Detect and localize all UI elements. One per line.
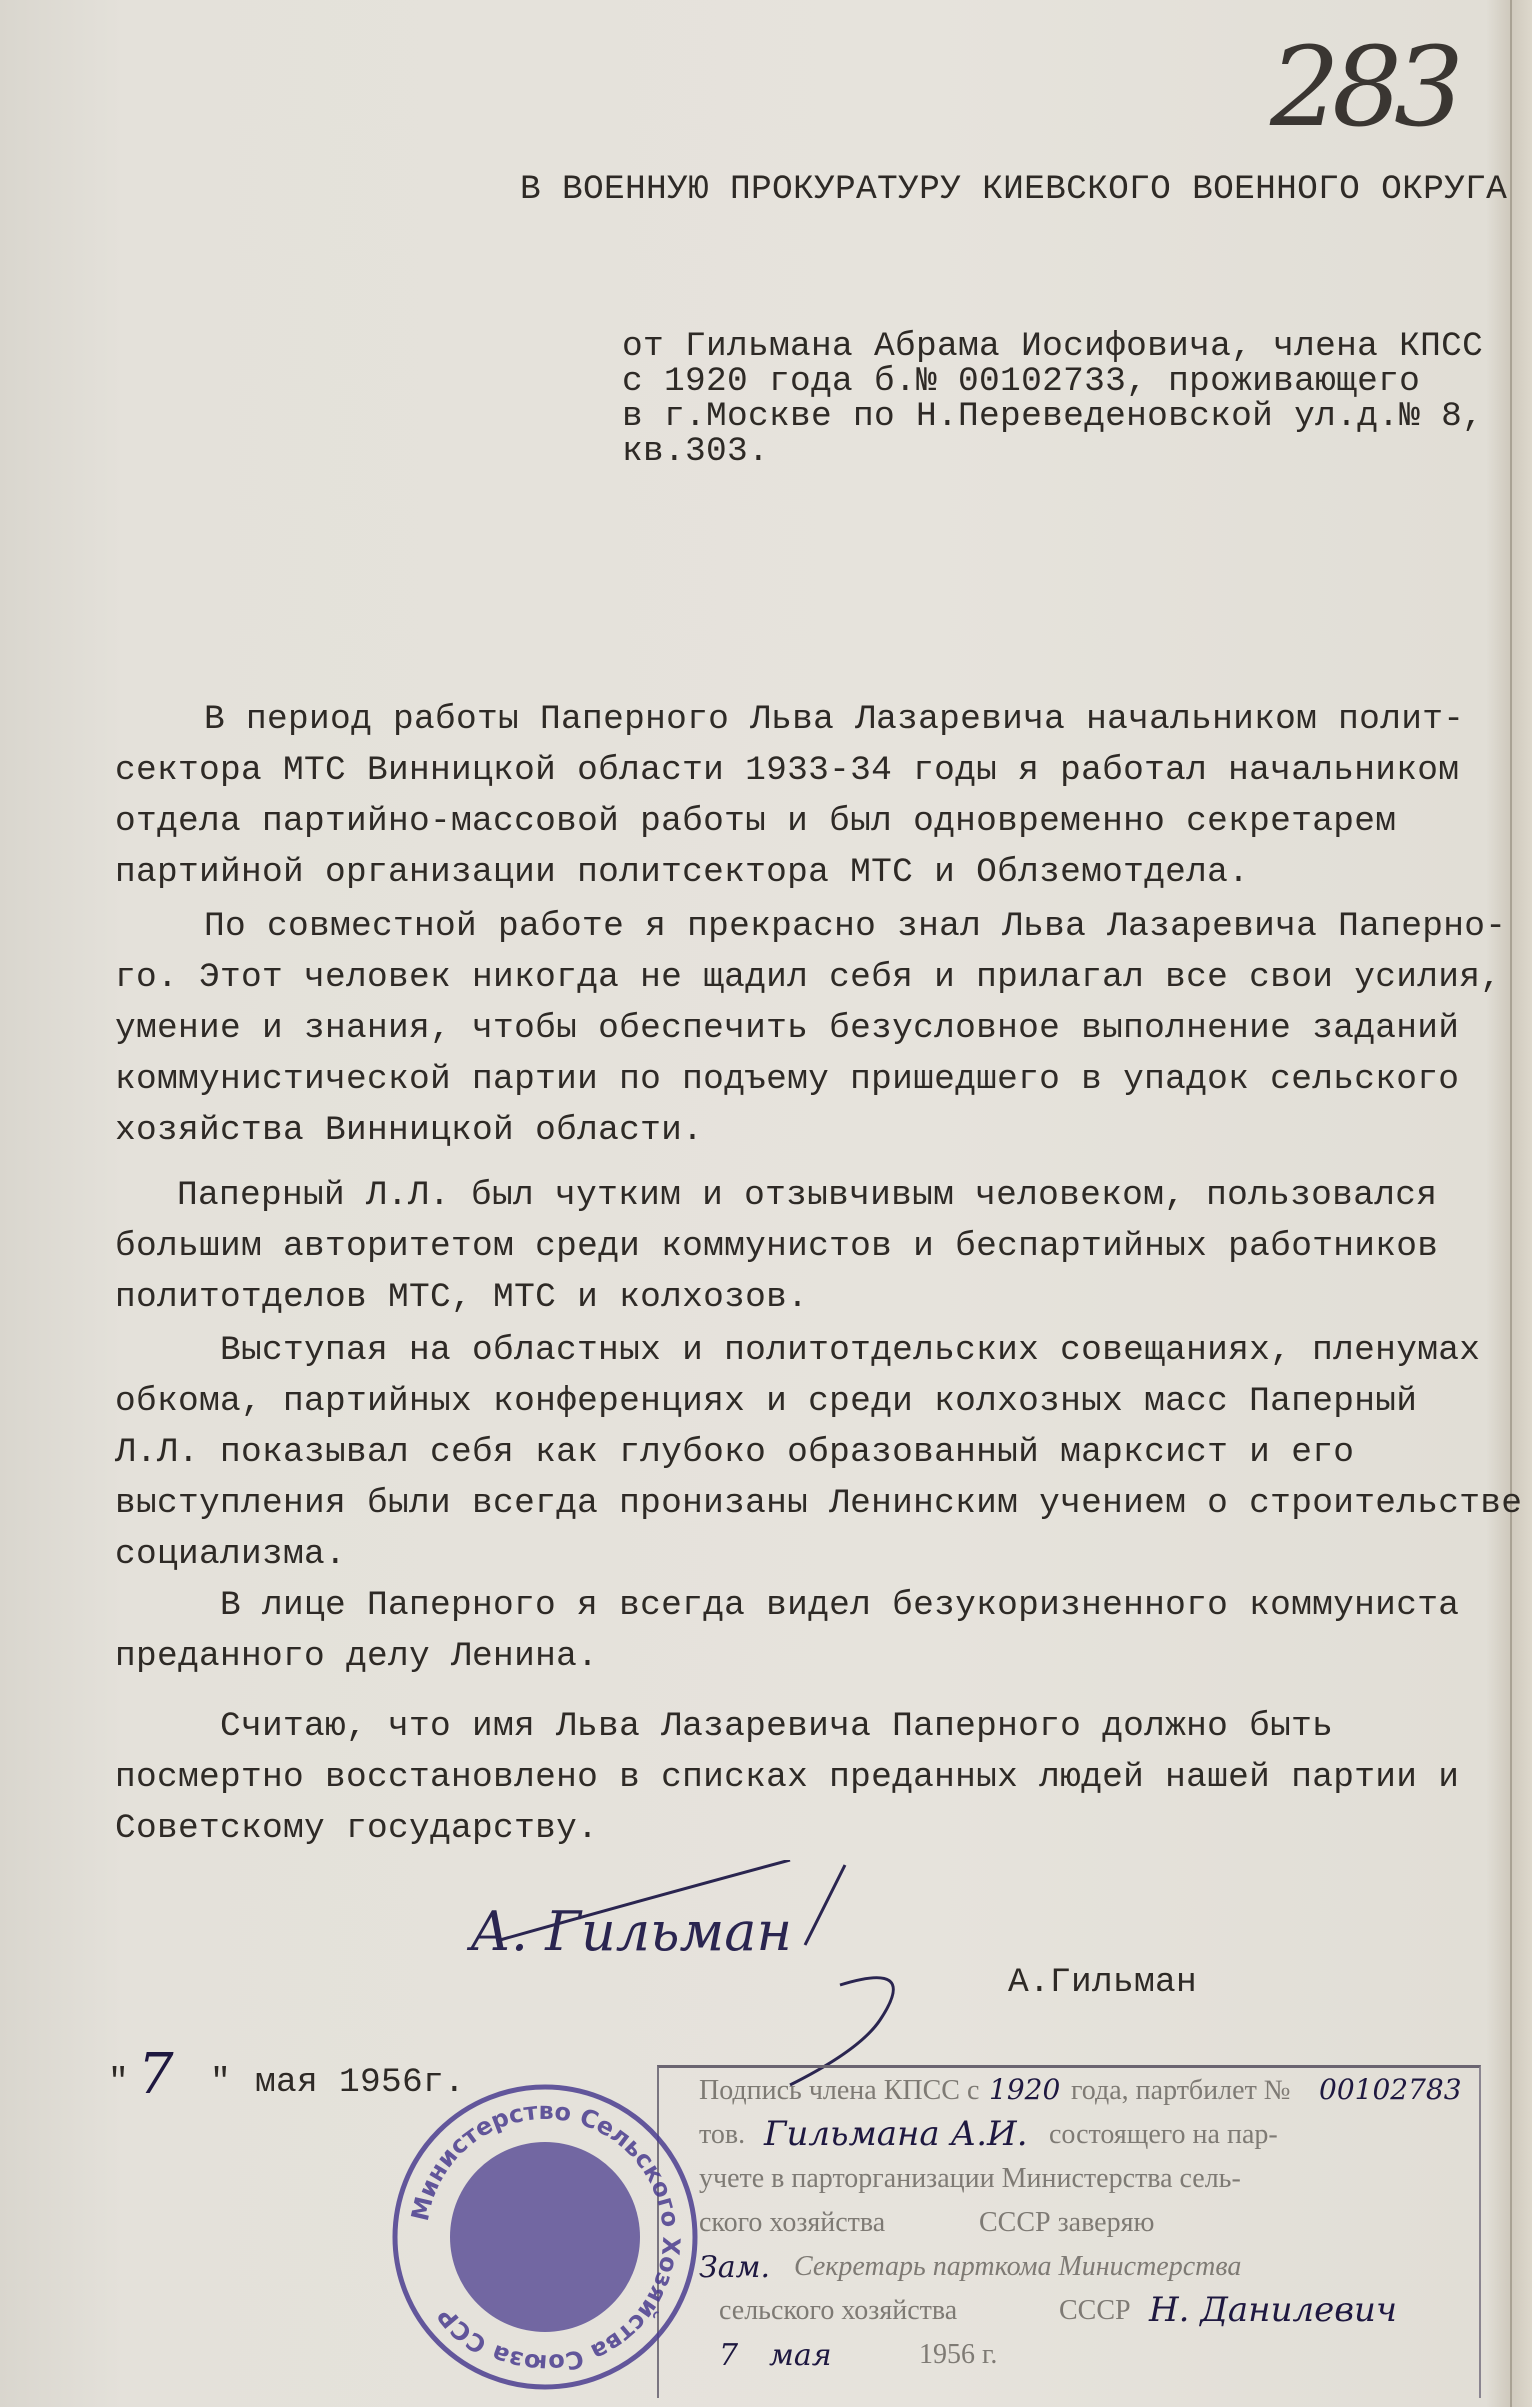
paragraph-line: преданного делу Ленина.	[115, 1637, 599, 1676]
paragraph-line: социализма.	[115, 1535, 347, 1574]
sender-line: от Гильмана Абрама Иосифовича, члена КПСС	[622, 327, 1484, 366]
paragraph-line: Паперный Л.Л. был чутким и отзывчивым человеком, пользовался	[177, 1176, 1438, 1215]
paragraph-line: партийной организации политсектора МТС и Облземотдела.	[115, 853, 1250, 892]
paragraph-line: умение и знания, чтобы обеспечить безусловное выполнение заданий	[115, 1009, 1460, 1048]
date-quote-close: "	[210, 2063, 232, 2102]
paragraph-line: выступления были всегда пронизаны Ленинским учением о строительстве	[115, 1484, 1523, 1523]
addressee-heading: В ВОЕННУЮ ПРОКУРАТУРУ КИЕВСКОГО ВОЕННОГО ОКРУГА	[520, 170, 1508, 209]
signature-handwritten-text: А. Гильман	[470, 1900, 793, 1963]
paragraph-line: Считаю, что имя Льва Лазаревича Паперного должно быть	[220, 1707, 1334, 1746]
paragraph-line: В лице Паперного я всегда видел безукоризненного коммуниста	[220, 1586, 1460, 1625]
page-number-handwritten: 283	[1270, 23, 1456, 151]
paragraph-line: сектора МТС Винницкой области 1933-34 годы я работал начальником	[115, 751, 1460, 790]
paragraph-line: Советскому государству.	[115, 1809, 599, 1848]
round-stamp-text: Министерство Сельского Хозяйства Союза ССР	[405, 2096, 686, 2378]
paragraph-line: го. Этот человек никогда не щадил себя и прилагал все свои усилия,	[115, 958, 1502, 997]
date-rest: мая 1956г.	[255, 2063, 466, 2102]
sender-line: с 1920 года б.№ 00102733, проживающего	[622, 362, 1421, 401]
paragraph-line: Л.Л. показывал себя как глубоко образованный марксист и его	[115, 1433, 1355, 1472]
round-stamp-seal	[390, 2082, 700, 2392]
signature-typed: А.Гильман	[1008, 1963, 1198, 2002]
sender-line: в г.Москве по Н.Переведеновской ул.д.№ 8,	[622, 397, 1484, 436]
paragraph-line: хозяйства Винницкой области.	[115, 1111, 704, 1150]
paragraph-line: обкома, партийных конференциях и среди колхозных масс Паперный	[115, 1382, 1418, 1421]
date-quote-open: "	[108, 2063, 130, 2102]
round-stamp	[390, 2082, 700, 2397]
sender-line: кв.303.	[622, 432, 770, 471]
handwritten-signature	[460, 1860, 980, 2090]
paragraph-line: политотделов МТС, МТС и колхозов.	[115, 1278, 809, 1317]
page-edge	[1510, 0, 1512, 2407]
paragraph-line: большим авторитетом среди коммунистов и беспартийных работников	[115, 1227, 1439, 1266]
certification-stamp: Подпись члена КПСС с 1920 года, партбилет № 00102783 тов. Гильмана А.И. состоящего на пар- учете в парторганизации Министерства сель- ского хозяйства СССР заверяю Зам. Секретарь парткома Министерства сельского хозяйства СССР Н. Данилевич 7 мая 1956 г.	[657, 2065, 1481, 2398]
paragraph-line: посмертно восстановлено в списках преданных людей нашей партии и	[115, 1758, 1460, 1797]
paragraph-line: коммунистической партии по подъему пришедшего в упадок сельского	[115, 1060, 1460, 1099]
date-day-handwritten: 7	[138, 2042, 174, 2107]
paragraph-line: По совместной работе я прекрасно знал Льва Лазаревича Паперно-	[204, 907, 1507, 946]
paragraph-line: Выступая на областных и политотдельских совещаниях, пленумах	[220, 1331, 1481, 1370]
signature-flourish	[460, 1860, 980, 2090]
paragraph-line: отдела партийно-массовой работы и был одновременно секретарем	[115, 802, 1397, 841]
paragraph-line: В период работы Паперного Льва Лазаревича начальником полит-	[204, 700, 1465, 739]
